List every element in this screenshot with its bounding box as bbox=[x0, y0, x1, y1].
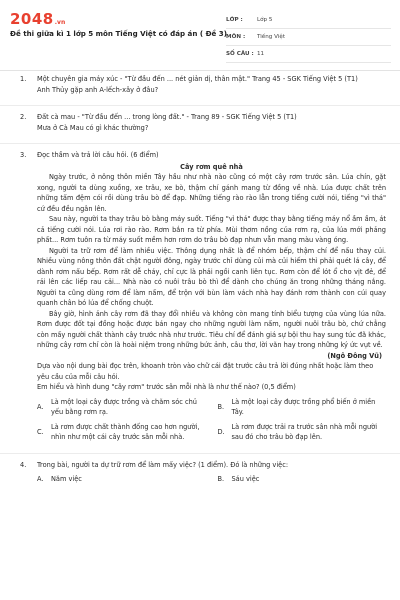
exam-meta-table bbox=[226, 12, 391, 63]
meta-row-grade bbox=[226, 12, 391, 29]
question-prompt: Dựa vào nội dung bài đọc trên, khoanh tròn vào chữ cái đặt trước câu trả lời đúng nhất hoặc làm theo yêu cầu của mỗi câu hỏi. bbox=[37, 362, 374, 381]
logo-text: 2048 bbox=[10, 10, 54, 28]
answer-option-b[interactable] bbox=[218, 474, 387, 485]
divider bbox=[0, 143, 400, 144]
question-1 bbox=[0, 74, 400, 95]
option-letter: B. bbox=[217, 475, 225, 483]
meta-row-count bbox=[226, 46, 391, 63]
story-paragraph: Ngày trước, ở nông thôn miền Tây hầu như nhà nào cũng có một cây rơm trước sân. Lúa chín, gặt xong, người ta dùng xuồng, xe trâu, xe bò, thậm chí gánh mang từ đồng về nhà. Lúa được chất trên những tấm đệm cói rồi dùng trâu bò để đạp. Những tiếng rào rào lẫn trong tiếng cười nói, tiếng "vì thá" cứ đều đều ngân lên. bbox=[37, 173, 386, 213]
document-header bbox=[0, 0, 400, 71]
logo-suffix: .vn bbox=[54, 19, 66, 26]
story-paragraph: Sau này, người ta thay trâu bò bằng máy suốt. Tiếng "vì thá" được thay bằng tiếng máy nổ ầm ầm, át cả tiếng cười nói. Lúa rơi rào rào. Rơm bắn ra từ phía. Mùi thơm nồng của rơm rạ, của lúa mới phảng phất... Rơm tuôn ra từ máy suốt mềm hơn rơm do trâu bò đạp nhưn vẫn mang màu vàng óng. bbox=[37, 215, 386, 244]
option-letter: A. bbox=[37, 402, 44, 411]
question-2 bbox=[0, 112, 400, 133]
page-title: Đề thi giữa kì 1 lớp 5 môn Tiếng Việt có đáp án ( Đề 3) bbox=[10, 29, 227, 38]
story-author: (Ngô Đông Vũ) bbox=[327, 351, 382, 360]
option-text: Là rơm được chất thành đống cao hơn người, nhìn như một cái cây trước sân mỗi nhà. bbox=[51, 422, 200, 441]
option-text: Sáu việc bbox=[231, 475, 260, 483]
question-instruction: Đọc thầm và trả lời câu hỏi. (6 điểm) bbox=[37, 151, 159, 159]
answer-option-d[interactable] bbox=[218, 422, 387, 443]
meta-label: MÔN : bbox=[226, 34, 246, 40]
meta-row-subject bbox=[226, 29, 391, 46]
question-text: Một chuyên gia máy xúc - "Từ đầu đến ... nét giản dị, thân mật." Trang 45 - SGK Tiếng Việt 5 (T1) bbox=[37, 75, 358, 83]
option-letter: D. bbox=[217, 427, 225, 436]
question-3 bbox=[0, 150, 400, 443]
question-text: Trong bài, người ta dự trữ rơm để làm mấy việc? (1 điểm). Đó là những việc: bbox=[37, 460, 289, 469]
site-logo[interactable] bbox=[10, 10, 65, 28]
question-prompt: Em hiểu và hình dung "cây rơm" trước sân mỗi nhà là như thế nào? (0,5 điểm) bbox=[37, 383, 296, 391]
story-title: Cây rơm quê nhà bbox=[180, 162, 243, 171]
question-list bbox=[0, 74, 400, 485]
question-number: 1. bbox=[20, 75, 27, 83]
meta-label: LỚP : bbox=[226, 17, 243, 23]
divider bbox=[0, 105, 400, 106]
question-4 bbox=[0, 460, 400, 485]
answer-options bbox=[37, 397, 386, 443]
meta-value: 11 bbox=[257, 51, 265, 57]
option-letter: B. bbox=[217, 402, 225, 411]
meta-value: Lớp 5 bbox=[257, 17, 273, 23]
option-text: Năm việc bbox=[51, 475, 82, 483]
meta-value: Tiếng Việt bbox=[257, 34, 286, 40]
question-prompt: Anh Thủy gặp anh A-lếch-xây ở đâu? bbox=[37, 85, 159, 94]
answer-option-c[interactable] bbox=[37, 422, 206, 443]
option-letter: C. bbox=[37, 427, 44, 436]
option-text: Là một loại cây được trồng và chăm sóc chủ yếu bằng rơm rạ. bbox=[51, 397, 197, 416]
option-text: Là rơm được trải ra trước sân nhà mỗi người sau đó cho trâu bò đạp lên. bbox=[231, 422, 378, 441]
answer-option-b[interactable] bbox=[218, 397, 387, 418]
option-letter: A. bbox=[37, 475, 44, 483]
question-number: 3. bbox=[20, 151, 27, 159]
divider bbox=[0, 453, 400, 454]
story-paragraph: Bây giờ, hình ảnh cây rơm đã thay đổi nhiều và không còn mang tính biểu tượng của vùng lúa nữa. Rơm được đốt tại đồng hoặc được bán ngay cho những người làm nấm, người nuôi trâu bò, chứ chẳng còn mấy người chất thành cây trước nhà như trước. Tiêu chí để đánh giá sự bội thu hay sung túc đã khác, những cây rơm chỉ còn là hoài niệm trong những bức ảnh, câu thơ, lời văn hay trong những ký ức vụt về. bbox=[37, 309, 386, 349]
question-number: 2. bbox=[20, 113, 27, 121]
story-paragraph: Người ta trữ rơm để làm nhiều việc. Thông dụng nhất là để nhóm bếp, thậm chí để nấu thay củi. Nhiều vùng nông thôn đất chật người đông, ngày trước chỉ dùng củi mà củi hiếm thì phải quét lá cây, để dành rơm nấu bếp. Rơm rất dễ cháy, chỉ cực là phải ngồi canh liên tục. Rơm còn để lót ổ cho vịt đẻ, để rải lên các liếp rau cải... Nhà nào có nuôi trâu bò thì để dành cho chúng ăn trong những tháng nắng. Người ta cũng dùng rơm để làm nấm, để trộn với bùn làm vách nhà hay đánh rơm thành con cúi quay quanh chân bó lúa để chống chuột. bbox=[37, 246, 386, 307]
meta-label: SỐ CÂU : bbox=[226, 51, 254, 57]
question-prompt: Mưa ở Cà Mau có gì khác thường? bbox=[37, 123, 149, 132]
option-text: Là một loại cây được trồng phổ biến ở miền Tây. bbox=[231, 397, 376, 416]
question-number: 4. bbox=[20, 460, 27, 469]
answer-option-a[interactable] bbox=[37, 474, 206, 485]
answer-option-a[interactable] bbox=[37, 397, 206, 418]
answer-options bbox=[37, 474, 386, 485]
question-text: Đất cà mau - "Từ đầu đến ... trong lòng đất." - Trang 89 - SGK Tiếng Việt 5 (T1) bbox=[37, 113, 297, 121]
